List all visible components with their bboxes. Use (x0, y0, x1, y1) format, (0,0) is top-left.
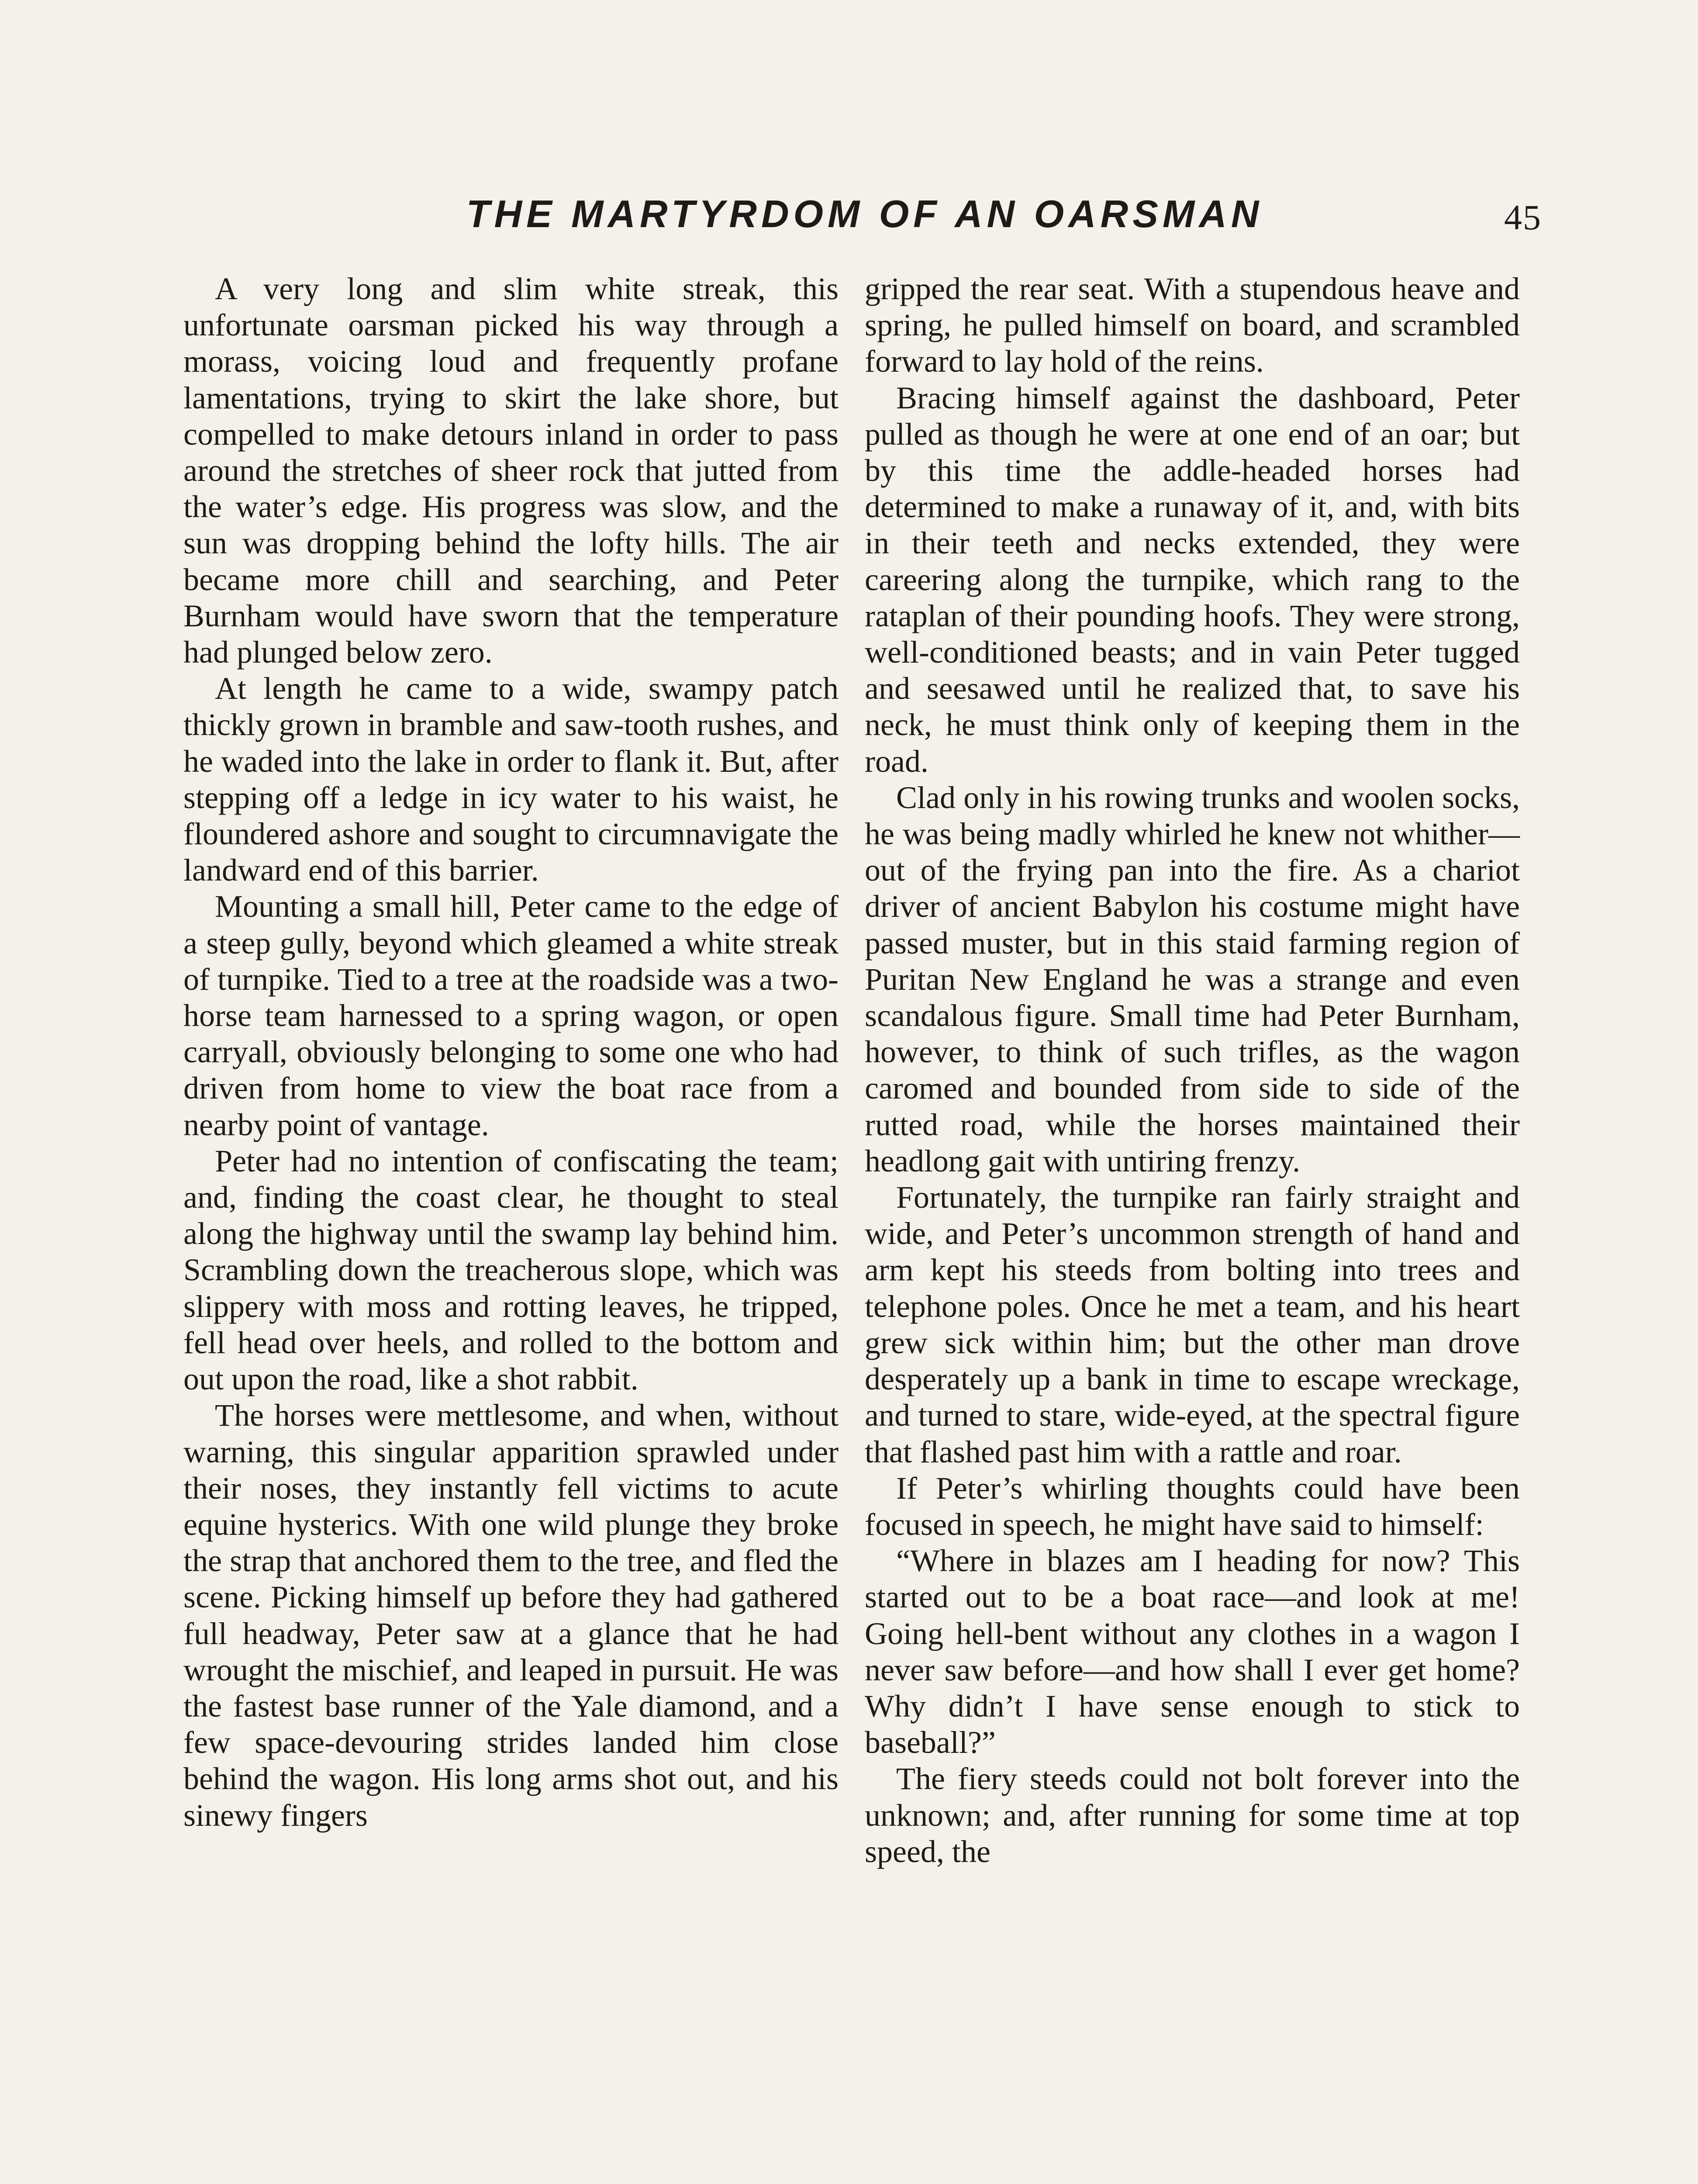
running-head (0, 188, 1698, 240)
paragraph: Mounting a small hill, Peter came to the edge of a steep gully, beyond which gleamed a white streak of turnpike. Tied to a tree at the roadside was a two-horse team harnessed to a spring wagon, or open carryall, obviously belonging to some one who had driven from home to view the boat race from a nearby point of vantage. (183, 889, 839, 1142)
right-column (865, 271, 1520, 1870)
paragraph: If Peter’s whirling thoughts could have been focused in speech, he might have said to himself: (865, 1470, 1520, 1542)
paragraph: At length he came to a wide, swampy patch thickly grown in bramble and saw-tooth rushes, and he waded into the lake in order to flank it. But, after stepping off a ledge in icy water to his waist, he floundered ashore and sought to circumnavigate the landward end of this barrier. (183, 671, 839, 888)
paragraph: Fortunately, the turnpike ran fairly straight and wide, and Peter’s uncommon strength of hand and arm kept his steeds from bolting into trees and telephone poles. Once he met a team, and his heart grew sick within him; but the other man drove desperately up a bank in time to escape wreckage, and turned to stare, wide-eyed, at the spectral figure that flashed past him with a rattle and roar. (865, 1180, 1520, 1469)
paragraph: A very long and slim white streak, this unfortunate oarsman picked his way through a morass, voicing loud and frequently profane lamentations, trying to skirt the lake shore, but compelled to make detours inland in order to pass around the stretches of sheer rock that jutted from the water’s edge. His progress was slow, and the sun was dropping behind the lofty hills. The air became more chill and searching, and Peter Burnham would have sworn that the temperature had plunged below zero. (183, 271, 839, 670)
paragraph-continued: gripped the rear seat. With a stupendous heave and spring, he pulled himself on board, and scrambled forward to lay hold of the reins. (865, 271, 1520, 379)
paragraph: Bracing himself against the dashboard, Peter pulled as though he were at one end of an oar; but by this time the addle-headed horses had determined to make a runaway of it, and, with bits in their teeth and necks extended, they were careering along the turnpike, which rang to the rataplan of their pounding hoofs. They were strong, well-conditioned beasts; and in vain Peter tugged and seesawed until he realized that, to save his neck, he must think only of keeping them in the road. (865, 380, 1520, 779)
paragraph: Clad only in his rowing trunks and woolen socks, he was being madly whirled he knew not whither—out of the frying pan into the fire. As a chariot driver of ancient Babylon his costume might have passed muster, but in this staid farming region of Puritan New England he was a strange and even scandalous figure. Small time had Peter Burnham, however, to think of such trifles, as the wagon caromed and bounded from side to side of the rutted road, while the horses maintained their headlong gait with untiring frenzy. (865, 780, 1520, 1178)
left-column (183, 271, 839, 1834)
paragraph: “Where in blazes am I heading for now? This started out to be a boat race—and look at me! Going hell-bent without any clothes in a wagon I never saw before—and how shall I ever get home? Why didn’t I have sense enough to stick to baseball?” (865, 1543, 1520, 1760)
paragraph: The fiery steeds could not bolt forever into the unknown; and, after running for some time at top speed, the (865, 1761, 1520, 1869)
page-number: 45 (1504, 197, 1542, 237)
paragraph: Peter had no intention of confiscating the team; and, finding the coast clear, he thought to steal along the highway until the swamp lay behind him. Scrambling down the treacherous slope, which was slippery with moss and rotting leaves, he tripped, fell head over heels, and rolled to the bottom and out upon the road, like a shot rabbit. (183, 1143, 839, 1397)
paragraph: The horses were mettlesome, and when, without warning, this singular apparition sprawled under their noses, they instantly fell victims to acute equine hysterics. With one wild plunge they broke the strap that anchored them to the tree, and fled the scene. Picking himself up before they had gathered full headway, Peter saw at a glance that he had wrought the mischief, and leaped in pursuit. He was the fastest base runner of the Yale diamond, and a few space-devouring strides landed him close behind the wagon. His long arms shot out, and his sinewy fingers (183, 1398, 839, 1833)
running-title: THE MARTYRDOM OF AN OARSMAN (466, 192, 1263, 235)
